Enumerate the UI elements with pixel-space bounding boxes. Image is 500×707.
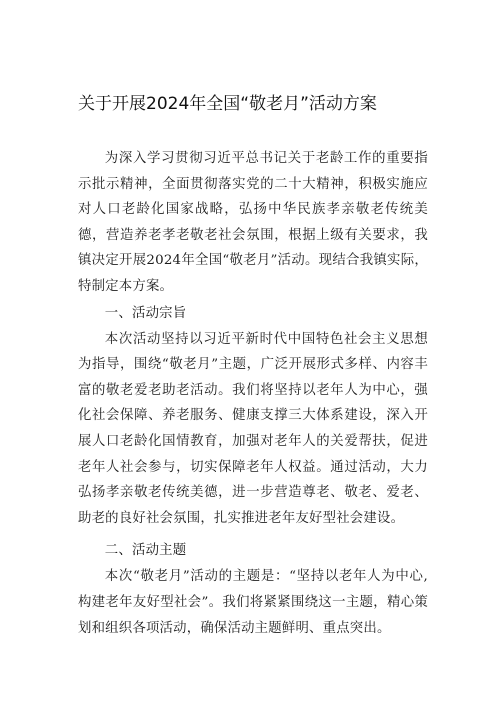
section-text-purpose: 本次活动坚持以习近平新时代中国特色社会主义思想为指导，围绕“敬老月”主题，广泛开展形式多样、内容丰富的敬老爱老助老活动。我们将坚持以老年人为中心，强化社会保障、养老服务、健康支撑三大体系建设，深入开展人口老龄化国情教育，加强对老年人的关爱帮扶，促进老年人社会参与，切实保障老年人权益。通过活动，大力弘扬孝亲敬老传统美德，进一步营造尊老、敬老、爱老、助老的良好社会氛围，扎实推进老年友好型社会建设。 [78,331,428,526]
section-text-theme: 本次“敬老月”活动的主题是：“坚持以老年人为中心,构建老年友好型社会”。我们将紧紧围绕这一主题，精心策划和组织各项活动，确保活动主题鲜明、重点突出。 [78,569,428,636]
intro-paragraph: 为深入学习贯彻习近平总书记关于老龄工作的重要指示批示精神，全面贯彻落实党的二十大精神，积极实施应对人口老龄化国家战略，弘扬中华民族孝亲敬老传统美德，营造养老孝老敬老社会氛围，根据上级有关要求，我镇决定开展2024年全国“敬老月”活动。现结合我镇实际，特制定本方案。 [78,151,428,294]
document-body [78,146,428,641]
section-heading-theme: 二、活动主题 [104,543,187,559]
section-heading-purpose: 一、活动宗旨 [104,305,187,321]
document-title: 关于开展2024年全国“敬老月”活动方案 [78,94,377,114]
